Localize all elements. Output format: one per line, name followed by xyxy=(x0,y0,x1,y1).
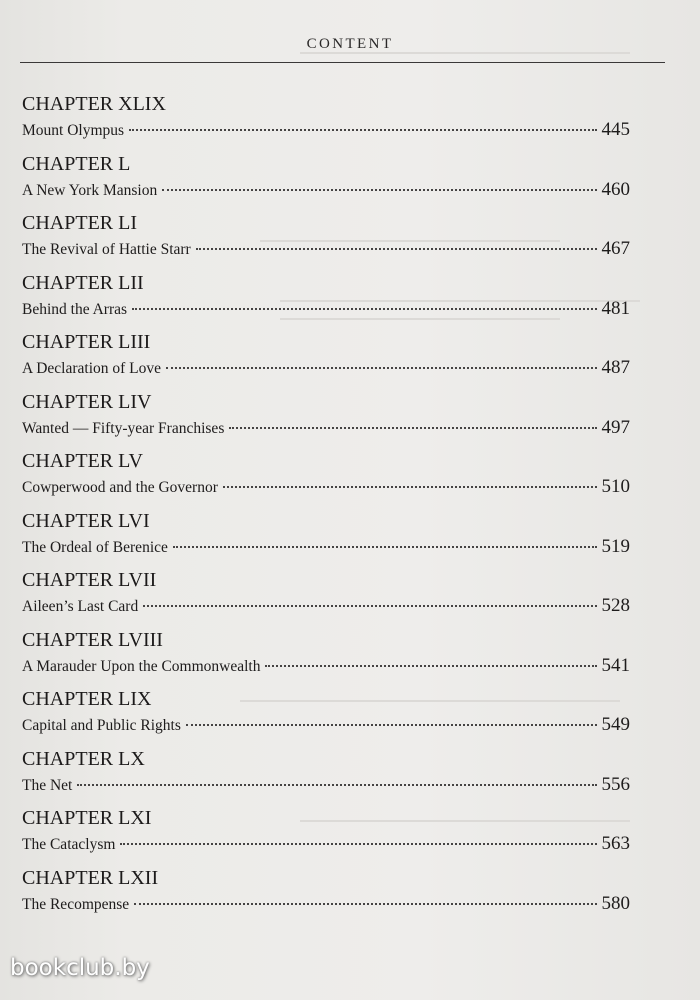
chapter-heading: CHAPTER LII xyxy=(22,271,144,294)
toc-line xyxy=(22,476,630,498)
page-number: 549 xyxy=(601,714,630,735)
page-number: 487 xyxy=(601,357,630,378)
dot-leader xyxy=(143,605,596,607)
toc-entry xyxy=(22,271,632,331)
page-number: 528 xyxy=(601,595,630,616)
dot-leader xyxy=(223,486,597,488)
dot-leader xyxy=(229,427,596,429)
toc-line xyxy=(22,357,630,379)
toc-line xyxy=(22,833,630,855)
chapter-title: Cowperwood and the Governor xyxy=(22,479,218,496)
chapter-title: A Marauder Upon the Commonwealth xyxy=(22,657,261,675)
page-number: 497 xyxy=(601,416,630,438)
chapter-title: A Declaration of Love xyxy=(22,360,162,377)
page-number: 481 xyxy=(601,297,630,319)
toc-entry xyxy=(22,568,632,628)
toc-entry xyxy=(22,687,632,747)
chapter-title: A New York Mansion xyxy=(22,181,158,199)
chapter-heading: CHAPTER XLIX xyxy=(22,93,166,115)
chapter-title: Capital and Public Rights xyxy=(22,717,181,734)
chapter-title: Mount Olympus xyxy=(22,122,125,139)
toc-line xyxy=(22,417,630,439)
chapter-title: Behind the Arras xyxy=(22,300,128,318)
page-number: 467 xyxy=(601,238,630,259)
page-number: 580 xyxy=(601,892,630,914)
chapter-heading: CHAPTER LV xyxy=(22,450,143,472)
toc-line xyxy=(22,774,630,796)
page-number: 510 xyxy=(601,476,630,497)
chapter-title: The Revival of Hattie Starr xyxy=(22,241,191,258)
chapter-heading: CHAPTER LVIII xyxy=(22,628,163,651)
dot-leader xyxy=(120,843,596,845)
dot-leader xyxy=(134,903,596,905)
toc-line xyxy=(22,893,630,915)
chapter-title: Aileen’s Last Card xyxy=(22,598,139,615)
toc-line xyxy=(22,595,630,617)
toc-line xyxy=(22,714,630,736)
chapter-heading: CHAPTER LIX xyxy=(22,688,152,710)
site-watermark: bookclub.by xyxy=(10,955,150,981)
page-number: 445 xyxy=(601,119,630,140)
chapter-title: The Ordeal of Berenice xyxy=(22,538,168,556)
chapter-heading: CHAPTER LIV xyxy=(22,390,152,413)
chapter-heading: CHAPTER LXII xyxy=(22,866,159,889)
page-number: 541 xyxy=(601,654,630,676)
toc-entry xyxy=(22,866,632,926)
dot-leader xyxy=(265,665,596,667)
chapter-heading: CHAPTER LI xyxy=(22,212,137,234)
chapter-heading: CHAPTER L xyxy=(22,152,131,175)
toc-entry xyxy=(22,806,632,866)
toc-entry xyxy=(22,152,632,212)
toc-line xyxy=(22,298,630,320)
page-number: 556 xyxy=(601,773,630,795)
chapter-title: The Net xyxy=(22,776,73,794)
chapter-heading: CHAPTER LX xyxy=(22,747,145,770)
chapter-heading: CHAPTER LIII xyxy=(22,331,151,353)
toc-entry xyxy=(22,449,632,509)
chapter-heading: CHAPTER LVII xyxy=(22,569,157,591)
chapter-heading: CHAPTER LXI xyxy=(22,807,152,829)
page-number: 519 xyxy=(601,535,630,557)
toc-line xyxy=(22,238,630,260)
table-of-contents xyxy=(22,92,632,925)
toc-entry xyxy=(22,92,632,152)
dot-leader xyxy=(77,784,596,786)
toc-entry xyxy=(22,628,632,688)
toc-entry xyxy=(22,330,632,390)
toc-entry xyxy=(22,211,632,271)
toc-line xyxy=(22,655,630,677)
toc-line xyxy=(22,179,630,201)
page-number: 563 xyxy=(601,833,630,854)
chapter-heading: CHAPTER LVI xyxy=(22,509,150,532)
toc-line xyxy=(22,119,630,141)
dot-leader xyxy=(173,546,597,548)
header-rule xyxy=(20,62,665,63)
chapter-title: Wanted — Fifty-year Franchises xyxy=(22,419,225,437)
chapter-title: The Cataclysm xyxy=(22,836,116,853)
dot-leader xyxy=(186,724,597,726)
dot-leader xyxy=(166,367,596,369)
toc-line xyxy=(22,536,630,558)
dot-leader xyxy=(162,189,596,191)
dot-leader xyxy=(132,308,596,310)
chapter-title: The Recompense xyxy=(22,895,130,913)
toc-entry xyxy=(22,747,632,807)
page-title: CONTENT xyxy=(306,36,394,52)
page-number: 460 xyxy=(601,178,630,200)
dot-leader xyxy=(129,129,596,131)
toc-entry xyxy=(22,390,632,450)
toc-entry xyxy=(22,509,632,569)
dot-leader xyxy=(196,248,597,250)
